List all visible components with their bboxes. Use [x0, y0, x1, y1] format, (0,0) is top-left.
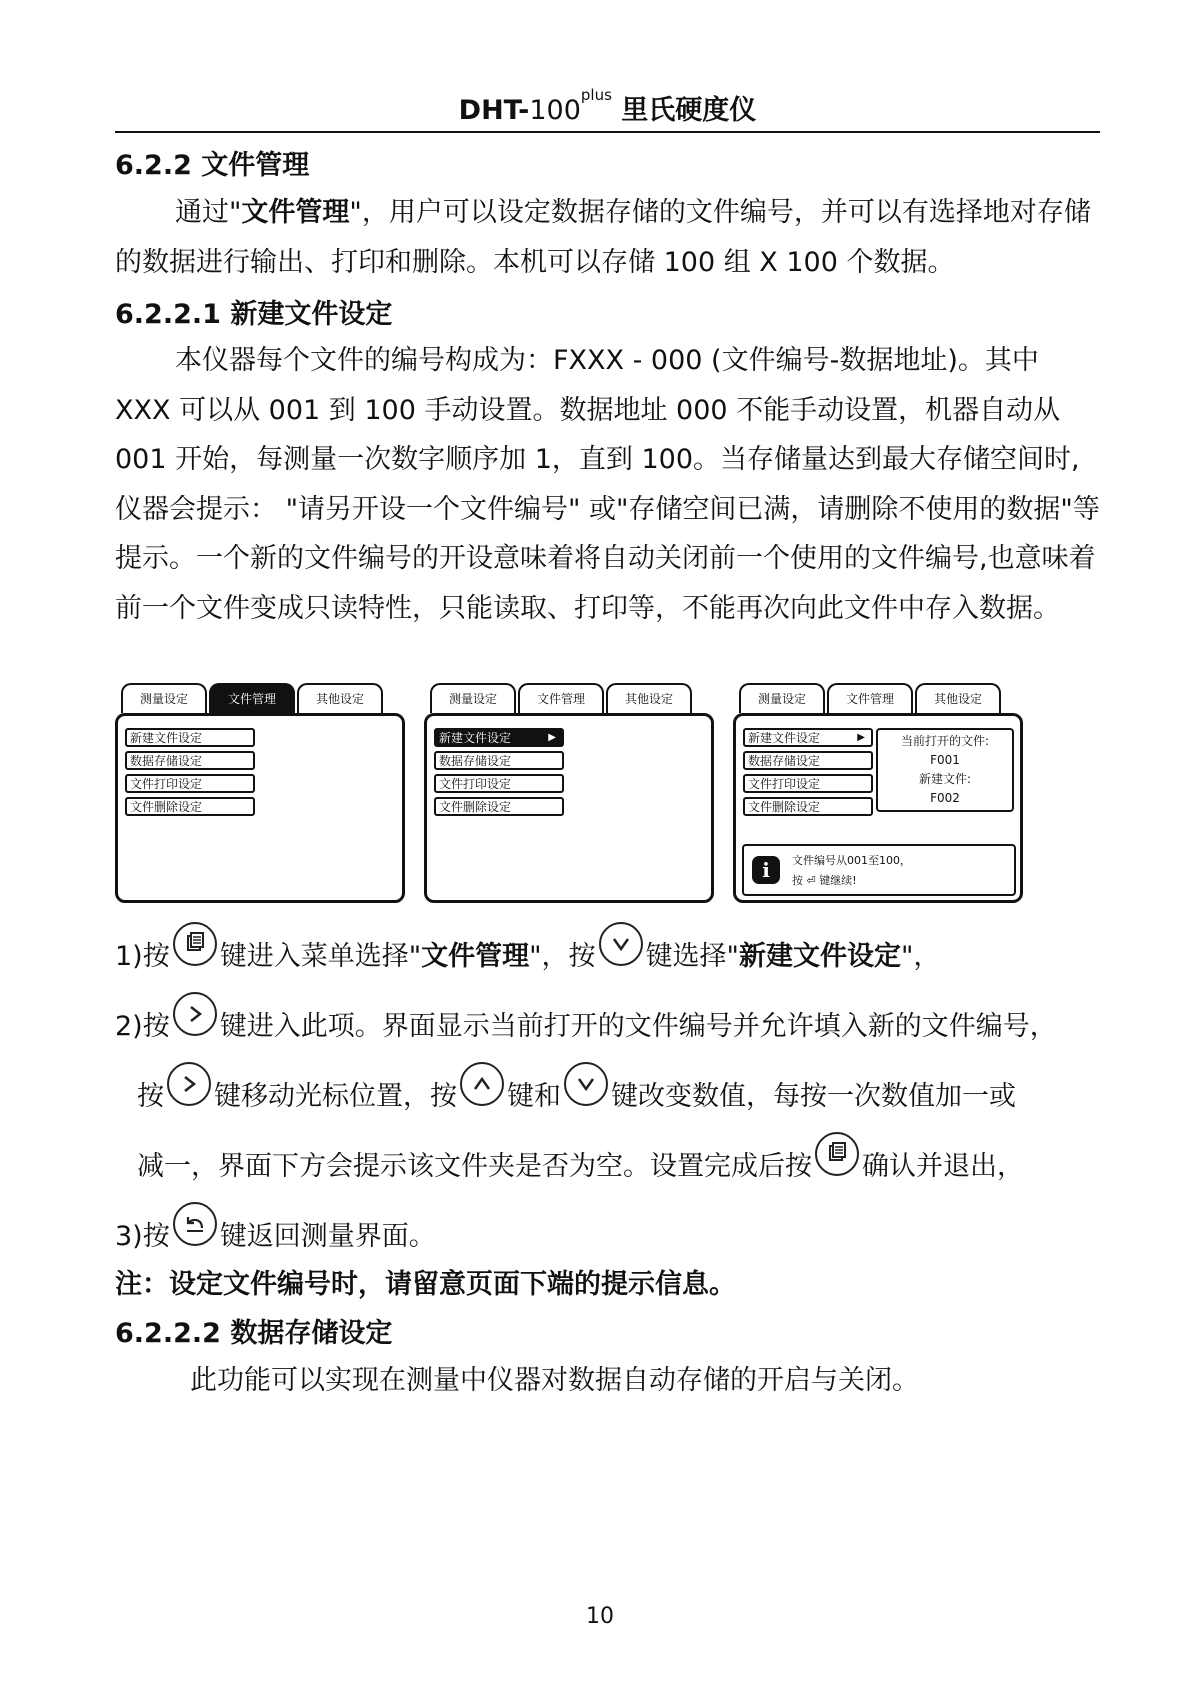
header-product-name: 里氏硬度仪	[611, 95, 757, 126]
paragraph-6-2-2-1: 本仪器每个文件的编号构成为：FXXX - 000 (文件编号-数据地址)。其中 XXX 可以从 001 到 100 手动设置。数据地址 000 不能手动设置，机器自动从 001 开始，每测量一次数字顺序加 1，直到 100。当存储量达到最大存储空间时,仪器会提示： "请另开设一个文件编号" 或"存储空间已满，请删除不使用的数据"等提示。一个新的文件编号的开设意味着将自动关闭前一个使用的文件编号,也意味着前一个文件变成只读特性，只能读取、打印等，不能再次向此文件中存入数据。	[115, 345, 1100, 624]
header-divider	[115, 131, 1100, 133]
down-key-icon	[564, 1062, 608, 1106]
hint-line-2: 按 ⏎ 键继续!	[792, 874, 857, 887]
tab-file-management: 文件管理	[518, 683, 604, 713]
menu-item-new-file: 新建文件设定 ▶	[743, 728, 873, 747]
tab-other-settings: 其他设定	[915, 683, 1001, 713]
tab-measure-settings: 测量设定	[739, 683, 825, 713]
menu-item-data-storage: 数据存储设定	[743, 751, 873, 770]
menu-item-file-delete: 文件删除设定	[743, 797, 873, 816]
step-1: 1)按 键进入菜单选择"文件管理"，按 键选择"新建文件设定"，	[115, 922, 940, 992]
info-icon: i	[752, 856, 780, 884]
current-file-value: F001	[930, 753, 960, 767]
menu-item-file-delete: 文件删除设定	[434, 797, 564, 816]
screen-tabs	[424, 683, 714, 713]
menu-item-file-print: 文件打印设定	[434, 774, 564, 793]
section-title-6-2-2-1: 6.2.2.1 新建文件设定	[115, 299, 393, 330]
arrow-right-icon: ▶	[548, 732, 556, 743]
arrow-right-icon: ▶	[857, 732, 865, 743]
tab-measure-settings: 测量设定	[121, 683, 207, 713]
menu-key-icon	[815, 1132, 859, 1176]
page-number: 10	[586, 1604, 614, 1629]
hint-line-1: 文件编号从001至100，	[792, 854, 911, 867]
menu-item-new-file: 新建文件设定	[125, 728, 255, 747]
hint-message-box	[742, 844, 1016, 896]
menu-item-data-storage: 数据存储设定	[125, 751, 255, 770]
screen-pane	[115, 713, 405, 903]
step-2: 2)按 键进入此项。界面显示当前打开的文件编号并允许填入新的文件编号，	[115, 992, 1057, 1062]
menu-item-file-delete: 文件删除设定	[125, 797, 255, 816]
right-key-icon	[167, 1062, 211, 1106]
step-2-end: 减一，界面下方会提示该文件夹是否为空。设置完成后按 确认并退出，	[137, 1132, 1024, 1202]
step-3: 3)按 键返回测量界面。	[115, 1202, 436, 1272]
step-2-continued: 按 键移动光标位置，按 键和 键改变数值，每按一次数值加一或	[137, 1062, 1016, 1132]
header-model-suffix: plus	[580, 86, 612, 104]
device-screen-1	[115, 683, 405, 903]
page-header	[115, 88, 1100, 127]
intro-emphasis: 文件管理	[241, 197, 350, 228]
screen-pane	[424, 713, 714, 903]
section-title-6-2-2: 6.2.2 文件管理	[115, 150, 310, 181]
new-file-label: 新建文件:	[918, 772, 972, 786]
down-key-icon	[599, 922, 643, 966]
tab-other-settings: 其他设定	[297, 683, 383, 713]
screen-tabs	[733, 683, 1023, 713]
return-key-icon	[173, 1202, 217, 1246]
menu-item-new-file-selected: 新建文件设定 ▶	[434, 728, 564, 747]
device-screen-3	[733, 683, 1023, 903]
menu-item-data-storage: 数据存储设定	[434, 751, 564, 770]
note-text: 注：设定文件编号时，请留意页面下端的提示信息。	[115, 1269, 736, 1300]
up-key-icon	[460, 1062, 504, 1106]
screen-tabs	[115, 683, 405, 713]
section-title-6-2-2-2: 6.2.2.2 数据存储设定	[115, 1318, 393, 1349]
header-model-prefix: DHT-	[458, 95, 530, 126]
header-model-number: 100	[529, 95, 581, 126]
tab-other-settings: 其他设定	[606, 683, 692, 713]
intro-paragraph: 通过"文件管理"，用户可以设定数据存储的文件编号，并可以有选择地对存储的数据进行输出、打印和删除。本机可以存储 100 组 X 100 个数据。	[115, 197, 1091, 278]
tab-file-management: 文件管理	[827, 683, 913, 713]
menu-item-file-print: 文件打印设定	[743, 774, 873, 793]
paragraph-6-2-2-2: 此功能可以实现在测量中仪器对数据自动存储的开启与关闭。	[190, 1365, 919, 1396]
menu-item-file-print: 文件打印设定	[125, 774, 255, 793]
right-key-icon	[173, 992, 217, 1036]
tab-file-management: 文件管理	[209, 683, 295, 713]
tab-measure-settings: 测量设定	[430, 683, 516, 713]
device-screen-2	[424, 683, 714, 903]
screen-pane	[733, 713, 1023, 903]
menu-key-icon	[173, 922, 217, 966]
current-file-info-box	[876, 728, 1014, 812]
new-file-value: F002	[930, 791, 960, 805]
current-file-label: 当前打开的文件:	[900, 734, 990, 748]
